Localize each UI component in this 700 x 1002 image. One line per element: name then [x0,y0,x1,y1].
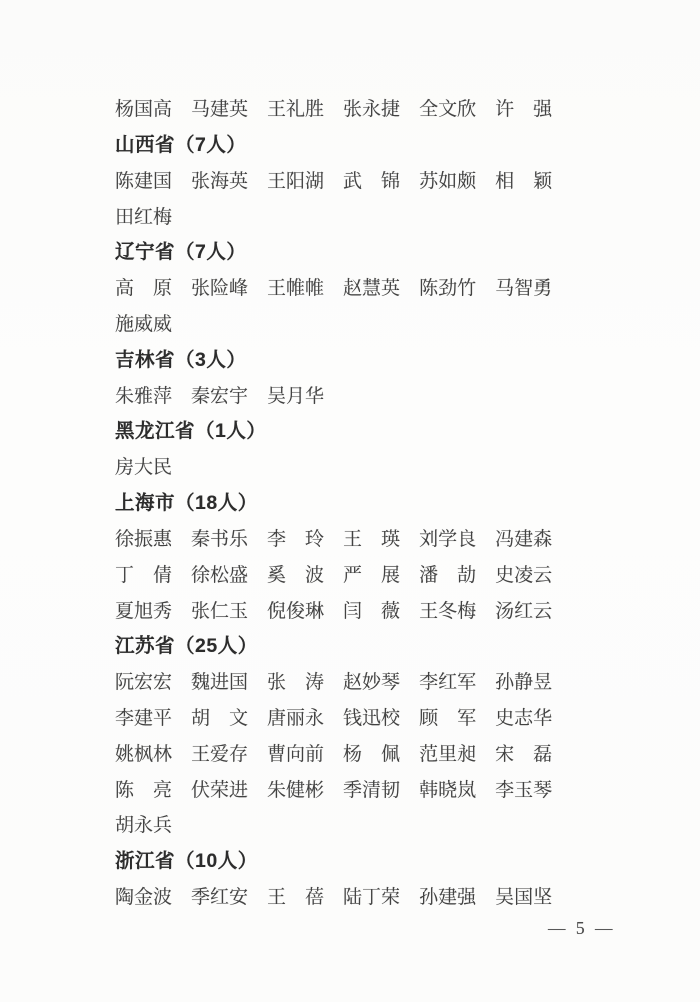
person-name: 张仁玉 [191,600,249,622]
person-name: 钱迅校 [343,707,401,729]
person-name: 刘学良 [419,528,477,550]
person-name: 徐松盛 [191,564,249,586]
page-number: — 5 — [548,918,616,938]
person-name: 张海英 [191,170,249,192]
province-heading: 吉林省（3人） [115,348,247,371]
person-name: 王爱存 [191,743,249,765]
name-row [115,665,645,701]
person-name: 陶金波 [115,886,173,908]
name-row [115,271,645,307]
person-name: 王阳湖 [267,170,325,192]
province-heading: 山西省（7人） [115,133,247,156]
name-row [115,701,645,737]
person-name: 奚 波 [267,564,325,586]
person-name: 胡 文 [191,707,249,729]
name-row [115,808,645,844]
person-name: 吴月华 [267,385,325,407]
person-name: 许 强 [495,99,553,121]
name-row [115,557,645,593]
person-name: 朱健彬 [267,779,325,801]
name-row [115,378,645,414]
person-name: 夏旭秀 [115,600,173,622]
person-name: 顾 军 [419,707,477,729]
person-name: 季清韧 [343,779,401,801]
person-name: 高 原 [115,278,173,300]
name-row [115,307,645,343]
person-name: 胡永兵 [115,815,173,837]
person-name: 宋 磊 [495,743,553,765]
person-name: 吴国坚 [495,886,553,908]
name-row [115,522,645,558]
person-name: 严 展 [343,564,401,586]
person-name: 伏荣进 [191,779,249,801]
person-name: 张永捷 [343,99,401,121]
person-name: 马建英 [191,99,249,121]
person-name: 倪俊琳 [267,600,325,622]
person-name: 田红梅 [115,206,173,228]
person-name: 王冬梅 [419,600,477,622]
person-name: 王帷帷 [267,278,325,300]
person-name: 王礼胜 [267,99,325,121]
person-name: 相 颖 [495,170,553,192]
person-name: 房大民 [115,457,173,479]
person-name: 汤红云 [495,600,553,622]
person-name: 秦宏宇 [191,385,249,407]
person-name: 赵慧英 [343,278,401,300]
person-name: 施威威 [115,314,173,336]
person-name: 李 玲 [267,528,325,550]
person-name: 张 涛 [267,672,325,694]
person-name: 全文欣 [419,99,477,121]
name-row [115,164,645,200]
person-name: 秦书乐 [191,528,249,550]
person-name: 杨 佩 [343,743,401,765]
person-name: 陈建国 [115,170,173,192]
name-row [115,92,645,128]
person-name: 李玉琴 [495,779,553,801]
name-row [115,450,645,486]
person-name: 陈劲竹 [419,278,477,300]
person-name: 季红安 [191,886,249,908]
person-name: 陆丁荣 [343,886,401,908]
name-row [115,880,645,916]
person-name: 孙静昱 [495,672,553,694]
person-name: 冯建森 [495,528,553,550]
person-name: 杨国高 [115,99,173,121]
person-name: 马智勇 [495,278,553,300]
person-name: 丁 倩 [115,564,173,586]
province-heading: 上海市（18人） [115,491,258,514]
person-name: 李建平 [115,707,173,729]
person-name: 朱雅萍 [115,385,173,407]
person-name: 孙建强 [419,886,477,908]
person-name: 魏进国 [191,672,249,694]
name-row [115,736,645,772]
person-name: 史志华 [495,707,553,729]
person-name: 韩晓岚 [419,779,477,801]
person-name: 曹向前 [267,743,325,765]
person-name: 徐振惠 [115,528,173,550]
province-heading: 辽宁省（7人） [115,241,247,264]
person-name: 范里昶 [419,743,477,765]
person-name: 唐丽永 [267,707,325,729]
person-name: 陈 亮 [115,779,173,801]
person-name: 李红军 [419,672,477,694]
name-row [115,593,645,629]
person-name: 王 蓓 [267,886,325,908]
province-heading: 黑龙江省（1人） [115,420,267,443]
person-name: 武 锦 [343,170,401,192]
person-name: 赵妙琴 [343,672,401,694]
name-row [115,772,645,808]
person-name: 王 瑛 [343,528,401,550]
person-name: 史凌云 [495,564,553,586]
person-name: 阮宏宏 [115,672,173,694]
province-heading: 浙江省（10人） [115,849,258,872]
province-heading: 江苏省（25人） [115,635,258,658]
name-list [115,92,645,915]
name-row [115,199,645,235]
person-name: 姚枫林 [115,743,173,765]
person-name: 张险峰 [191,278,249,300]
person-name: 潘 劼 [419,564,477,586]
person-name: 闫 薇 [343,600,401,622]
person-name: 苏如颇 [419,170,477,192]
